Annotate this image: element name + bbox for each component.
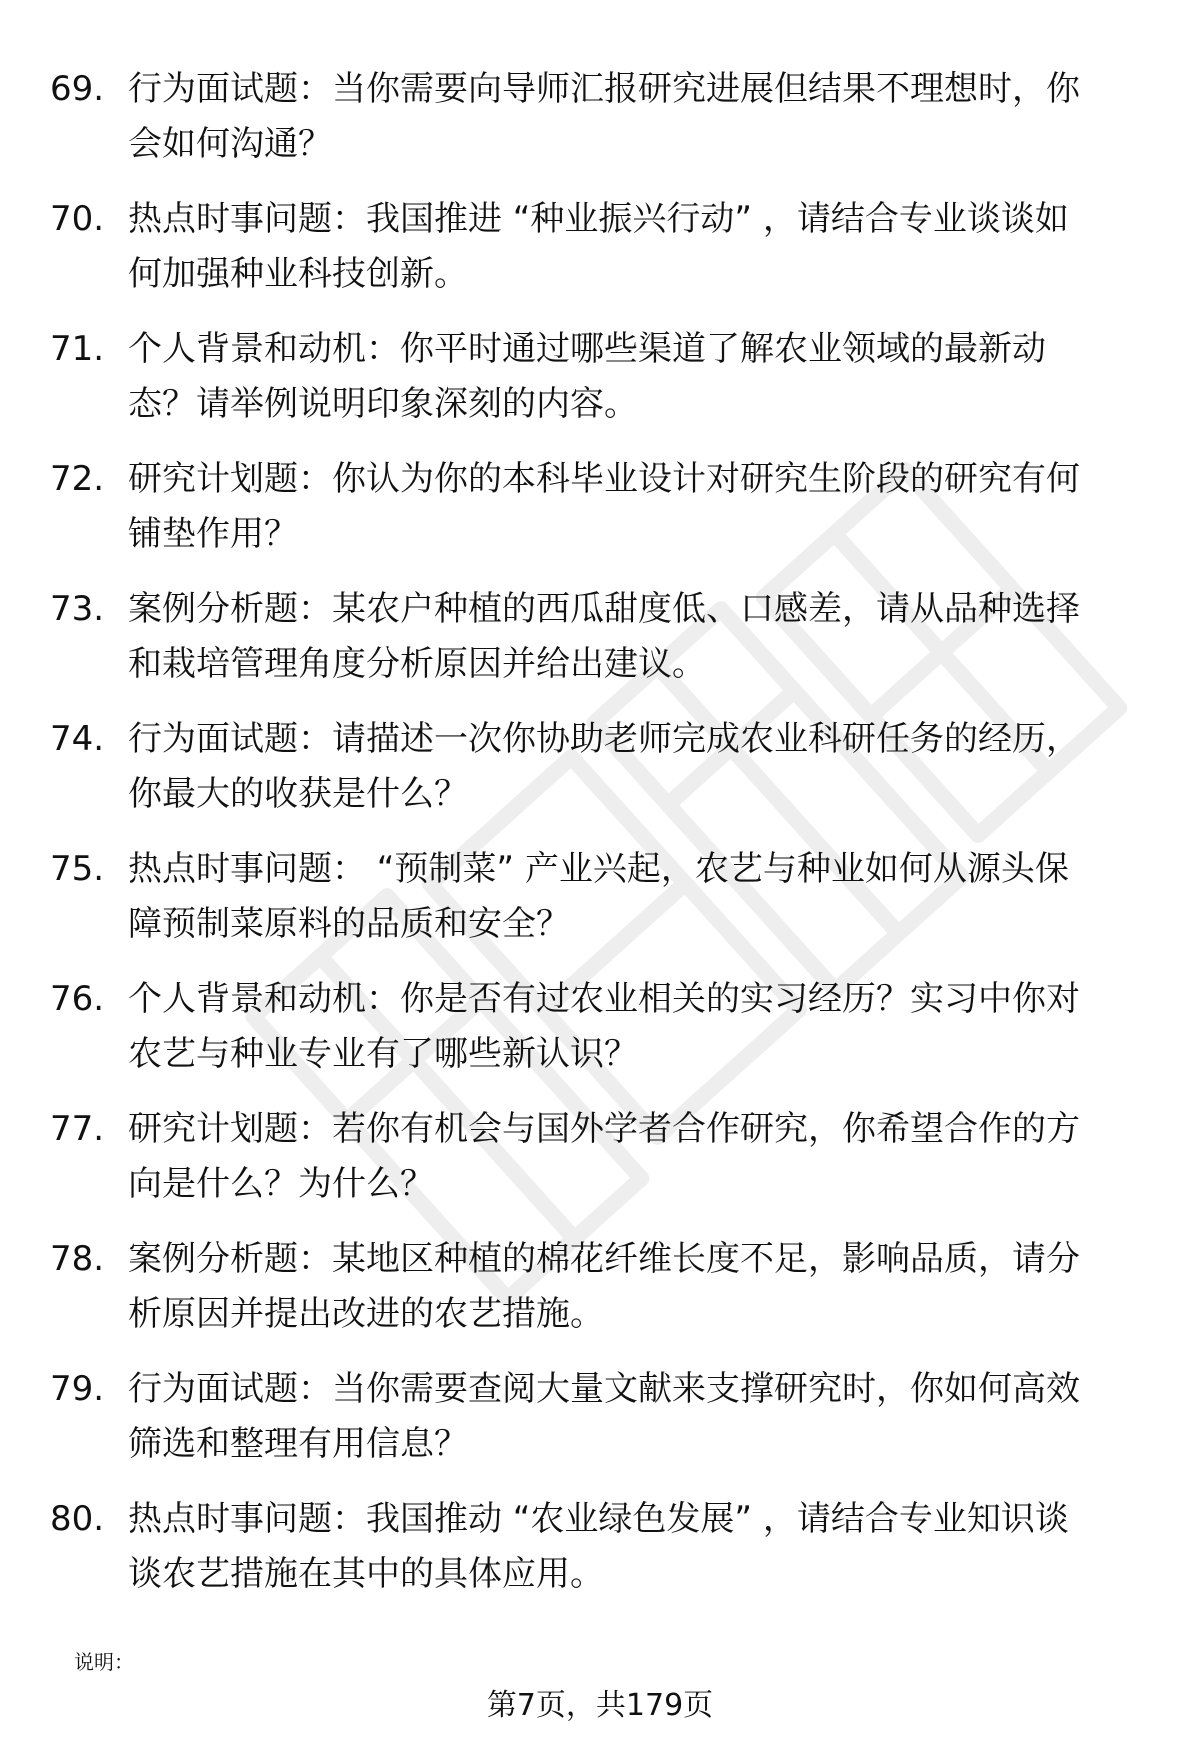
question-text	[128, 1102, 1148, 1212]
question-list	[0, 52, 1200, 1612]
question-text	[128, 192, 1148, 302]
question-item	[0, 312, 1200, 442]
question-line: 会如何沟通？	[128, 124, 332, 164]
question-line: 析原因并提出改进的农艺措施。	[128, 1294, 604, 1334]
question-number: 79.	[50, 1369, 105, 1409]
question-line: 何加强种业科技创新。	[128, 254, 468, 294]
note-label: 说明：	[74, 1650, 134, 1674]
question-item	[0, 182, 1200, 312]
question-number: 73.	[50, 589, 105, 629]
question-line: 障预制菜原料的品质和安全？	[128, 904, 570, 944]
question-text	[128, 712, 1148, 822]
question-number: 78.	[50, 1239, 105, 1279]
question-text	[128, 1232, 1148, 1342]
question-item	[0, 832, 1200, 962]
question-line: 个人背景和动机：你是否有过农业相关的实习经历？实习中你对	[128, 979, 1080, 1019]
question-line: 热点时事问题：我国推动 “农业绿色发展” ，请结合专业知识谈	[128, 1499, 1069, 1539]
question-item	[0, 1352, 1200, 1482]
question-text	[128, 582, 1148, 692]
question-item	[0, 702, 1200, 832]
question-item	[0, 1482, 1200, 1612]
question-number: 70.	[50, 199, 105, 239]
question-number: 77.	[50, 1109, 105, 1149]
question-number: 80.	[50, 1499, 105, 1539]
question-line: 案例分析题：某农户种植的西瓜甜度低、口感差，请从品种选择	[128, 589, 1080, 629]
question-text	[128, 62, 1148, 172]
question-text	[128, 842, 1148, 952]
question-text	[128, 1362, 1148, 1472]
question-item	[0, 1222, 1200, 1352]
question-line: 研究计划题：你认为你的本科毕业设计对研究生阶段的研究有何	[128, 459, 1080, 499]
question-line: 案例分析题：某地区种植的棉花纤维长度不足，影响品质，请分	[128, 1239, 1080, 1279]
question-line: 和栽培管理角度分析原因并给出建议。	[128, 644, 706, 684]
question-line: 铺垫作用？	[128, 514, 298, 554]
question-line: 农艺与种业专业有了哪些新认识？	[128, 1034, 638, 1074]
question-item	[0, 572, 1200, 702]
question-item	[0, 442, 1200, 572]
question-line: 热点时事问题： “预制菜” 产业兴起，农艺与种业如何从源头保	[128, 849, 1069, 889]
question-line: 研究计划题：若你有机会与国外学者合作研究，你希望合作的方	[128, 1109, 1080, 1149]
question-line: 态？请举例说明印象深刻的内容。	[128, 384, 638, 424]
question-text	[128, 972, 1148, 1082]
question-line: 谈农艺措施在其中的具体应用。	[128, 1554, 604, 1594]
question-number: 69.	[50, 69, 105, 109]
question-line: 筛选和整理有用信息？	[128, 1424, 468, 1464]
question-line: 个人背景和动机：你平时通过哪些渠道了解农业领域的最新动	[128, 329, 1046, 369]
question-item	[0, 1092, 1200, 1222]
question-line: 行为面试题：当你需要向导师汇报研究进展但结果不理想时，你	[128, 69, 1080, 109]
question-text	[128, 322, 1148, 432]
question-item	[0, 52, 1200, 182]
question-text	[128, 1492, 1148, 1602]
question-number: 76.	[50, 979, 105, 1019]
question-number: 75.	[50, 849, 105, 889]
question-number: 71.	[50, 329, 105, 369]
question-line: 你最大的收获是什么？	[128, 774, 468, 814]
question-line: 热点时事问题：我国推进 “种业振兴行动” ，请结合专业谈谈如	[128, 199, 1069, 239]
question-item	[0, 962, 1200, 1092]
question-text	[128, 452, 1148, 562]
question-line: 行为面试题：当你需要查阅大量文献来支撑研究时，你如何高效	[128, 1369, 1080, 1409]
question-number: 74.	[50, 719, 105, 759]
question-line: 行为面试题：请描述一次你协助老师完成农业科研任务的经历，	[128, 719, 1080, 759]
page-footer: 第7页，共179页	[486, 1688, 714, 1723]
question-number: 72.	[50, 459, 105, 499]
question-line: 向是什么？为什么？	[128, 1164, 434, 1204]
